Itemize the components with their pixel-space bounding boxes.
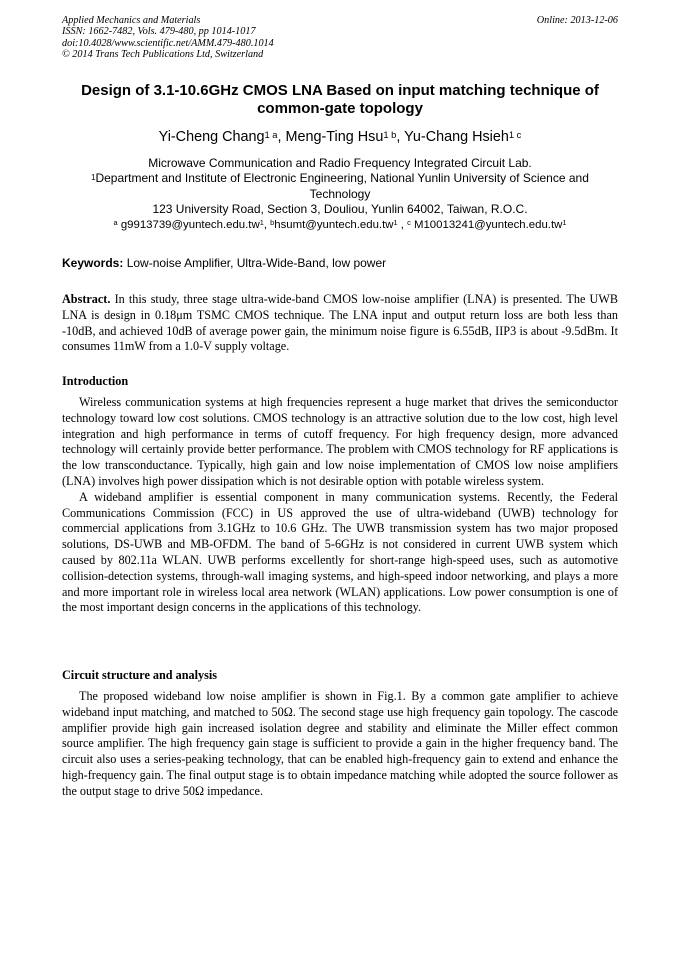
lab-name: Microwave Communication and Radio Frequency Integrated Circuit Lab.	[148, 156, 532, 170]
section-heading-circuit: Circuit structure and analysis	[62, 668, 217, 682]
introduction-body	[62, 395, 618, 616]
abstract-text: In this study, three stage ultra-wide-band CMOS low-noise amplifier (LNA) is presented. The UWB LNA is design in 0.18μm TSMC CMOS technique. The LNA input and output return loss are both less than -10dB, and achieved 10dB of average power gain, the minimum noise figure is 6.55dB, IIP3 is about -9.5dBm. It consumes 11mW from a 1.0-V supply voltage.	[62, 292, 618, 354]
department-name: Department and Institute of Electronic Engineering, National Yunlin University of Science and Technology	[95, 171, 589, 201]
author-name: Yu-Chang Hsieh	[404, 129, 509, 145]
journal-name: Applied Mechanics and Materials	[62, 15, 201, 26]
issn-line: ISSN: 1662-7482, Vols. 479-480, pp 1014-1017	[62, 26, 256, 38]
email-link[interactable]: M10013241@yuntech.edu.tw	[413, 219, 563, 231]
email-affiliation-mark: 1	[562, 218, 567, 228]
keywords-text: Low-noise Amplifier, Ultra-Wide-Band, low power	[123, 256, 387, 270]
email-mark: a	[113, 218, 118, 228]
department-mark: 1	[91, 172, 96, 182]
doi-line: doi:10.4028/www.scientific.net/AMM.479-480.1014	[62, 37, 274, 49]
email-affiliation-mark: 1	[393, 218, 398, 228]
author-affiliation-mark: 1 b	[383, 129, 397, 140]
circuit-body	[62, 689, 618, 800]
online-date: Online: 2013-12-06	[536, 15, 618, 26]
paragraph: The proposed wideband low noise amplifier is shown in Fig.1. By a common gate amplifier to achieve wideband input matching, and matched to 50Ω. The second stage use high frequency gain topology. The cascode amplifier provide high gain increased isolation degree and stability and eliminate the Miller effect common source amplifier. The high frequency gain stage is sufficient to provide a gain in the higher frequency band. The circuit also uses a series-peaking technology, that can be enabled high-frequency gain to extend and enhance the high-frequency gain. The final output stage is to obtain impedance matching while adopted the source follower as the output stage to drive 50Ω impedance.	[62, 689, 618, 798]
email-affiliation-mark: 1	[259, 218, 264, 228]
keywords	[62, 256, 618, 271]
abstract	[62, 292, 618, 355]
paper-title: Design of 3.1-10.6GHz CMOS LNA Based on input matching technique of common-gate topology	[81, 82, 599, 117]
keywords-label: Keywords:	[62, 256, 124, 270]
author-separator: ,	[396, 129, 405, 145]
author-affiliation-mark: 1 a	[264, 129, 278, 140]
affiliation-block	[62, 156, 618, 218]
paragraph: A wideband amplifier is essential component in many communication systems. Recently, the Federal Communications Commission (FCC) in US approved the use of ultra-wideband (UWB) technology for commercial applications from 3.1GHz to 10.6 GHz. The UWB transmission system has two major proposed solutions, DS-UWB and MB-OFDM. The band of 5-6GHz is not considered in current UWB system which caused by 802.11a WLAN. UWB performs excellently for short-range high-speed uses, such as automotive collision-detection systems, through-wall imaging systems, and high-speed indoor networking, and plays a more and more important role in wireless local area network (WLAN) applications. Low power consumption is one of the most important design concerns in the applications of this technology.	[62, 489, 618, 615]
email-separator: ,	[397, 219, 408, 231]
email-mark: c	[407, 218, 411, 228]
author-affiliation-mark: 1 c	[508, 129, 522, 140]
author-name: Meng-Ting Hsu	[285, 129, 384, 145]
email-separator: ,	[263, 219, 271, 231]
email-link[interactable]: g9913739@yuntech.edu.tw	[120, 219, 260, 231]
author-name: Yi-Cheng Chang	[158, 129, 265, 145]
paragraph: Wireless communication systems at high frequencies represent a huge market that drives the semiconductor technology toward low cost solutions. CMOS technology is an attractive solution due to the low cost, high level integration and high performance in terms of cutoff frequency. For high frequency design, more advanced technology will certainly provide better performance. The problem with CMOS technology for RF applications is the low transconductance. Typically, high gain and low noise implementation of CMOS low noise amplifiers (LNA) involves high power dissipation which is not desirable option with potable wireless system.	[62, 395, 618, 488]
section-heading-introduction: Introduction	[62, 374, 129, 388]
author-list	[62, 128, 618, 146]
postal-address: 123 University Road, Section 3, Douliou, Yunlin 64002, Taiwan, R.O.C.	[152, 202, 528, 217]
email-link[interactable]: hsumt@yuntech.edu.tw	[274, 219, 394, 231]
abstract-label: Abstract.	[62, 292, 111, 306]
email-list	[62, 218, 618, 233]
department-line	[62, 171, 618, 202]
author-separator: ,	[277, 129, 286, 145]
email-mark: b	[270, 218, 275, 228]
copyright-line: © 2014 Trans Tech Publications Ltd, Switzerland	[62, 49, 264, 61]
journal-header	[62, 15, 618, 61]
